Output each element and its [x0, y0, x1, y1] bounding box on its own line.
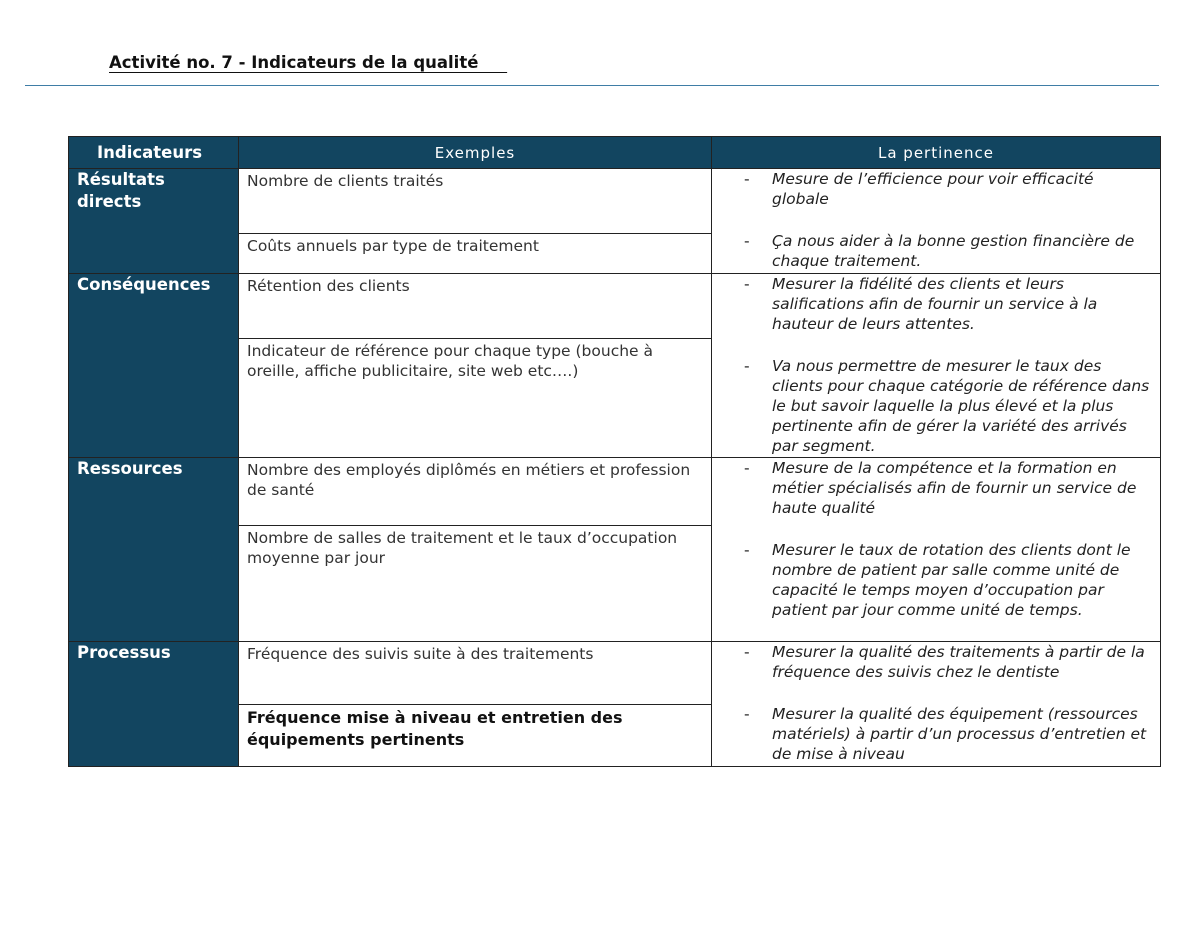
- pertinence-item: Mesurer la fidélité des clients et leurs salifications afin de fournir un service à la hauteur de leurs attentes.: [772, 275, 1098, 333]
- example-cell: Nombre des employés diplômés en métiers et profession de santé: [239, 458, 712, 526]
- header-pertinence: La pertinence: [712, 137, 1161, 169]
- category-consequences: Conséquences: [69, 274, 239, 458]
- example-cell: Indicateur de référence pour chaque type (bouche à oreille, affiche publicitaire, site web etc….): [239, 339, 712, 458]
- page-title: Activité no. 7 - Indicateurs de la qualité: [109, 53, 508, 72]
- table-header-row: [69, 137, 1161, 169]
- header-rule: [25, 85, 1159, 86]
- table-row: [69, 458, 1161, 526]
- pertinence-cell: - Mesure de la compétence et la formation en métier spécialisés afin de fournir un service de haute qualité - Mesurer le taux de rotation des clients dont le nombre de patient par salle comme unité de capacité le temps moyen d’occupation par patient par jour comme unité de temps.: [712, 458, 1161, 642]
- category-resultats-directs: Résultats directs: [69, 169, 239, 274]
- quality-indicators-table: [68, 136, 1161, 767]
- pertinence-item: Mesure de la compétence et la formation en métier spécialisés afin de fournir un service de haute qualité: [772, 459, 1137, 517]
- table-row: [69, 169, 1161, 234]
- pertinence-cell: - Mesurer la qualité des traitements à partir de la fréquence des suivis chez le dentiste - Mesurer la qualité des équipement (ressources matériels) à partir d’un processus d’entretien et de mise à niveau: [712, 642, 1161, 767]
- pertinence-item: Mesurer la qualité des traitements à partir de la fréquence des suivis chez le dentiste: [772, 643, 1145, 681]
- pertinence-item: Va nous permettre de mesurer le taux des clients pour chaque catégorie de référence dans le but savoir laquelle la plus élevé et la plus pertinente afin de gérer la variété des arrivés par segment.: [772, 357, 1150, 455]
- table-row: [69, 274, 1161, 339]
- pertinence-item: Mesurer le taux de rotation des clients dont le nombre de patient par salle comme unité de capacité le temps moyen d’occupation par patient par jour comme unité de temps.: [772, 541, 1131, 619]
- pertinence-item: Mesure de l’efficience pour voir efficacité globale: [772, 170, 1094, 208]
- example-cell: Nombre de salles de traitement et le taux d’occupation moyenne par jour: [239, 526, 712, 642]
- example-cell: Fréquence des suivis suite à des traitements: [239, 642, 712, 705]
- pertinence-cell: - Mesure de l’efficience pour voir efficacité globale - Ça nous aider à la bonne gestion financière de chaque traitement.: [712, 169, 1161, 274]
- header-indicateurs: Indicateurs: [69, 137, 239, 169]
- header-exemples: Exemples: [239, 137, 712, 169]
- example-cell: Coûts annuels par type de traitement: [239, 234, 712, 274]
- category-processus: Processus: [69, 642, 239, 767]
- category-ressources: Ressources: [69, 458, 239, 642]
- example-cell: Fréquence mise à niveau et entretien des équipements pertinents: [239, 705, 712, 767]
- example-cell: Rétention des clients: [239, 274, 712, 339]
- pertinence-cell: - Mesurer la fidélité des clients et leurs salifications afin de fournir un service à la hauteur de leurs attentes. - Va nous permettre de mesurer le taux des clients pour chaque catégorie de référence dans le but savoir laquelle la plus élevé et la plus pertinente afin de gérer la variété des arrivés par segment.: [712, 274, 1161, 458]
- pertinence-item: Ça nous aider à la bonne gestion financière de chaque traitement.: [772, 232, 1135, 270]
- table-row: [69, 642, 1161, 705]
- pertinence-item: Mesurer la qualité des équipement (ressources matériels) à partir d’un processus d’entretien et de mise à niveau: [772, 705, 1147, 763]
- example-cell: Nombre de clients traités: [239, 169, 712, 234]
